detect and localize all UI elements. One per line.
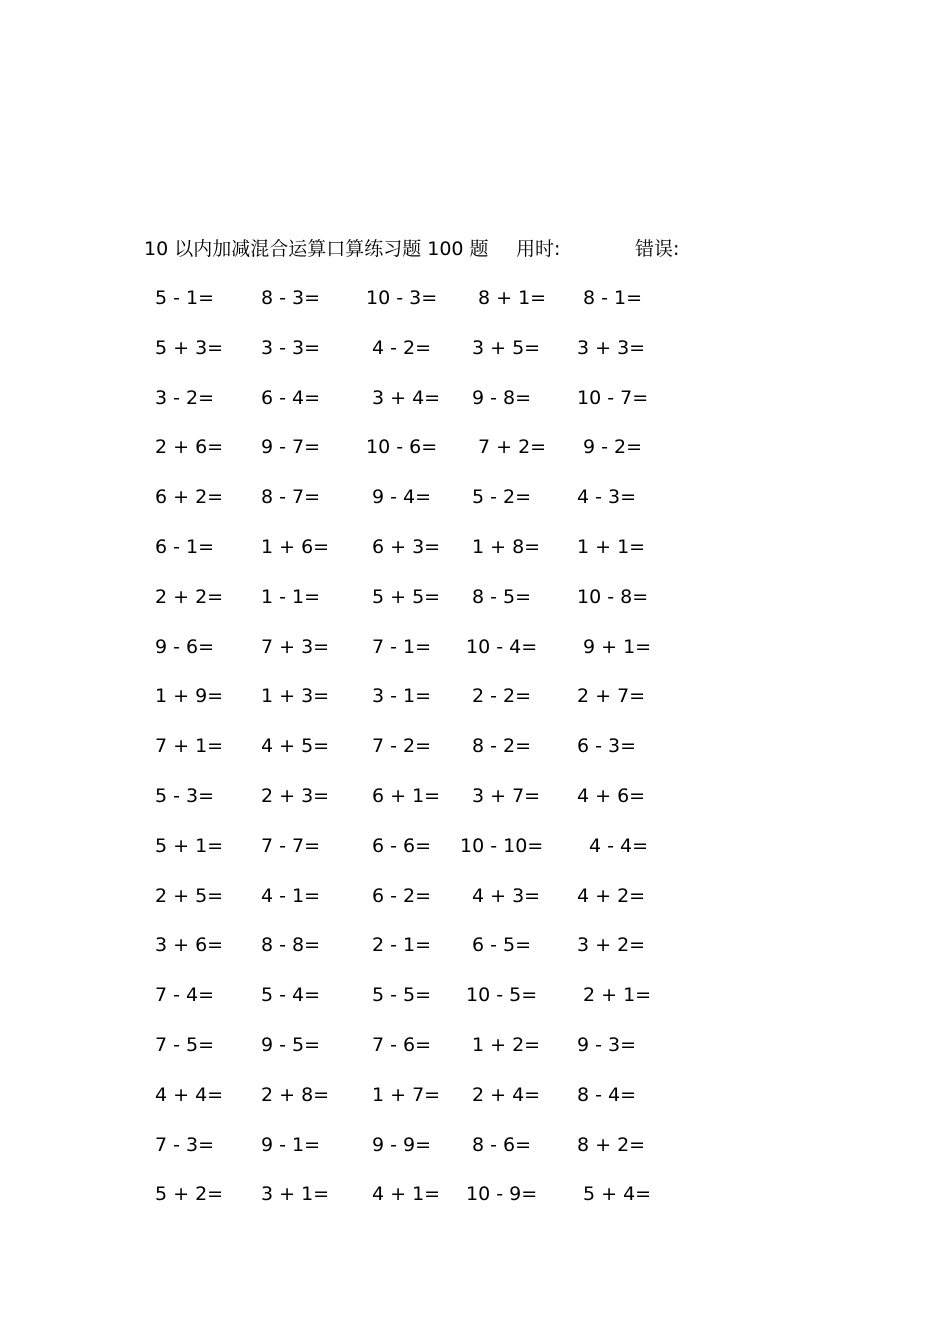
problem-cell: 7 + 3=	[261, 635, 330, 658]
problem-cell: 3 + 4=	[372, 386, 441, 409]
problem-cell: 1 - 1=	[261, 585, 321, 608]
problem-cell: 7 - 1=	[372, 635, 432, 658]
problem-cell: 2 + 6=	[155, 436, 224, 459]
problem-cell: 7 - 4=	[155, 984, 215, 1007]
problem-cell: 4 - 3=	[577, 486, 637, 509]
problem-cell: 1 + 2=	[472, 1034, 541, 1056]
problem-cell: 9 + 1=	[583, 635, 652, 658]
problem-cell: 6 + 2=	[155, 486, 224, 509]
problem-cell: 6 - 5=	[472, 934, 532, 957]
problem-cell: 9 - 8=	[472, 386, 532, 409]
problem-cell: 3 - 1=	[372, 685, 432, 708]
problem-cell: 8 - 2=	[472, 735, 532, 758]
problem-cell: 2 + 4=	[472, 1083, 541, 1106]
problem-cell: 2 - 1=	[372, 934, 432, 957]
problem-cell: 8 - 1=	[583, 287, 643, 309]
problem-cell: 2 + 7=	[577, 685, 646, 708]
problem-cell: 8 + 1=	[478, 287, 547, 309]
problem-cell: 10 - 9=	[466, 1183, 538, 1206]
problem-cell: 8 - 5=	[472, 585, 532, 608]
problem-cell: 10 - 3=	[366, 287, 438, 309]
problem-cell: 7 - 7=	[261, 834, 321, 857]
problem-cell: 4 - 2=	[372, 336, 432, 359]
problem-cell: 1 + 9=	[155, 685, 224, 708]
problem-cell: 2 + 2=	[155, 585, 224, 608]
problem-cell: 9 - 5=	[261, 1034, 321, 1056]
problem-cell: 6 - 4=	[261, 386, 321, 409]
problem-cell: 8 - 8=	[261, 934, 321, 957]
problem-cell: 7 + 1=	[155, 735, 224, 758]
problem-cell: 6 + 1=	[372, 785, 441, 807]
problem-cell: 8 - 3=	[261, 287, 321, 309]
problem-cell: 3 + 5=	[472, 336, 541, 359]
problem-cell: 1 + 6=	[261, 536, 330, 558]
problem-cell: 3 + 2=	[577, 934, 646, 957]
problem-cell: 7 - 6=	[372, 1034, 432, 1056]
problem-cell: 10 - 6=	[366, 436, 438, 459]
problem-cell: 2 + 5=	[155, 884, 224, 907]
problem-cell: 1 + 3=	[261, 685, 330, 708]
problem-cell: 10 - 5=	[466, 984, 538, 1007]
problem-cell: 9 - 1=	[261, 1133, 321, 1156]
problem-cell: 3 - 2=	[155, 386, 215, 409]
problem-cell: 4 + 3=	[472, 884, 541, 907]
problem-cell: 6 - 1=	[155, 536, 215, 558]
problem-cell: 10 - 10=	[460, 834, 544, 857]
problem-cell: 5 - 2=	[472, 486, 532, 509]
problem-cell: 9 - 6=	[155, 635, 215, 658]
errors-label: 错误:	[635, 238, 680, 260]
problem-cell: 4 + 4=	[155, 1083, 224, 1106]
problem-cell: 5 - 5=	[372, 984, 432, 1007]
problem-cell: 10 - 7=	[577, 386, 649, 409]
problem-cell: 6 - 6=	[372, 834, 432, 857]
problem-cell: 3 + 7=	[472, 785, 541, 807]
problem-cell: 4 + 2=	[577, 884, 646, 907]
problem-cell: 2 + 8=	[261, 1083, 330, 1106]
problem-cell: 4 + 6=	[577, 785, 646, 807]
problem-cell: 9 - 2=	[583, 436, 643, 459]
problem-cell: 7 - 3=	[155, 1133, 215, 1156]
problem-cell: 5 + 5=	[372, 585, 441, 608]
problem-cell: 8 - 4=	[577, 1083, 637, 1106]
problem-cell: 8 - 6=	[472, 1133, 532, 1156]
problem-cell: 5 + 3=	[155, 336, 224, 359]
worksheet-title: 10 以内加减混合运算口算练习题 100 题	[144, 238, 489, 260]
problem-cell: 7 + 2=	[478, 436, 547, 459]
problem-cell: 2 + 1=	[583, 984, 652, 1007]
problem-cell: 5 + 4=	[583, 1183, 652, 1206]
problem-cell: 2 - 2=	[472, 685, 532, 708]
problem-cell: 9 - 9=	[372, 1133, 432, 1156]
problem-cell: 8 + 2=	[577, 1133, 646, 1156]
problem-cell: 10 - 4=	[466, 635, 538, 658]
problem-cell: 3 - 3=	[261, 336, 321, 359]
problem-cell: 4 + 1=	[372, 1183, 441, 1206]
problem-cell: 10 - 8=	[577, 585, 649, 608]
problem-cell: 5 - 1=	[155, 287, 215, 309]
problem-cell: 7 - 5=	[155, 1034, 215, 1056]
problem-cell: 5 + 2=	[155, 1183, 224, 1206]
problem-cell: 6 + 3=	[372, 536, 441, 558]
time-label: 用时:	[516, 238, 561, 260]
problem-cell: 5 - 4=	[261, 984, 321, 1007]
problem-cell: 4 + 5=	[261, 735, 330, 758]
problem-cell: 4 - 4=	[589, 834, 649, 857]
problem-cell: 5 + 1=	[155, 834, 224, 857]
problem-cell: 9 - 7=	[261, 436, 321, 459]
problem-cell: 9 - 4=	[372, 486, 432, 509]
problem-cell: 1 + 1=	[577, 536, 646, 558]
problem-cell: 6 - 3=	[577, 735, 637, 758]
problem-cell: 8 - 7=	[261, 486, 321, 509]
problem-cell: 9 - 3=	[577, 1034, 637, 1056]
problem-cell: 1 + 8=	[472, 536, 541, 558]
problem-cell: 3 + 3=	[577, 336, 646, 359]
problem-cell: 2 + 3=	[261, 785, 330, 807]
problem-cell: 5 - 3=	[155, 785, 215, 807]
problem-cell: 7 - 2=	[372, 735, 432, 758]
problem-cell: 3 + 1=	[261, 1183, 330, 1206]
problem-cell: 4 - 1=	[261, 884, 321, 907]
problem-cell: 3 + 6=	[155, 934, 224, 957]
problem-cell: 6 - 2=	[372, 884, 432, 907]
problem-cell: 1 + 7=	[372, 1083, 441, 1106]
